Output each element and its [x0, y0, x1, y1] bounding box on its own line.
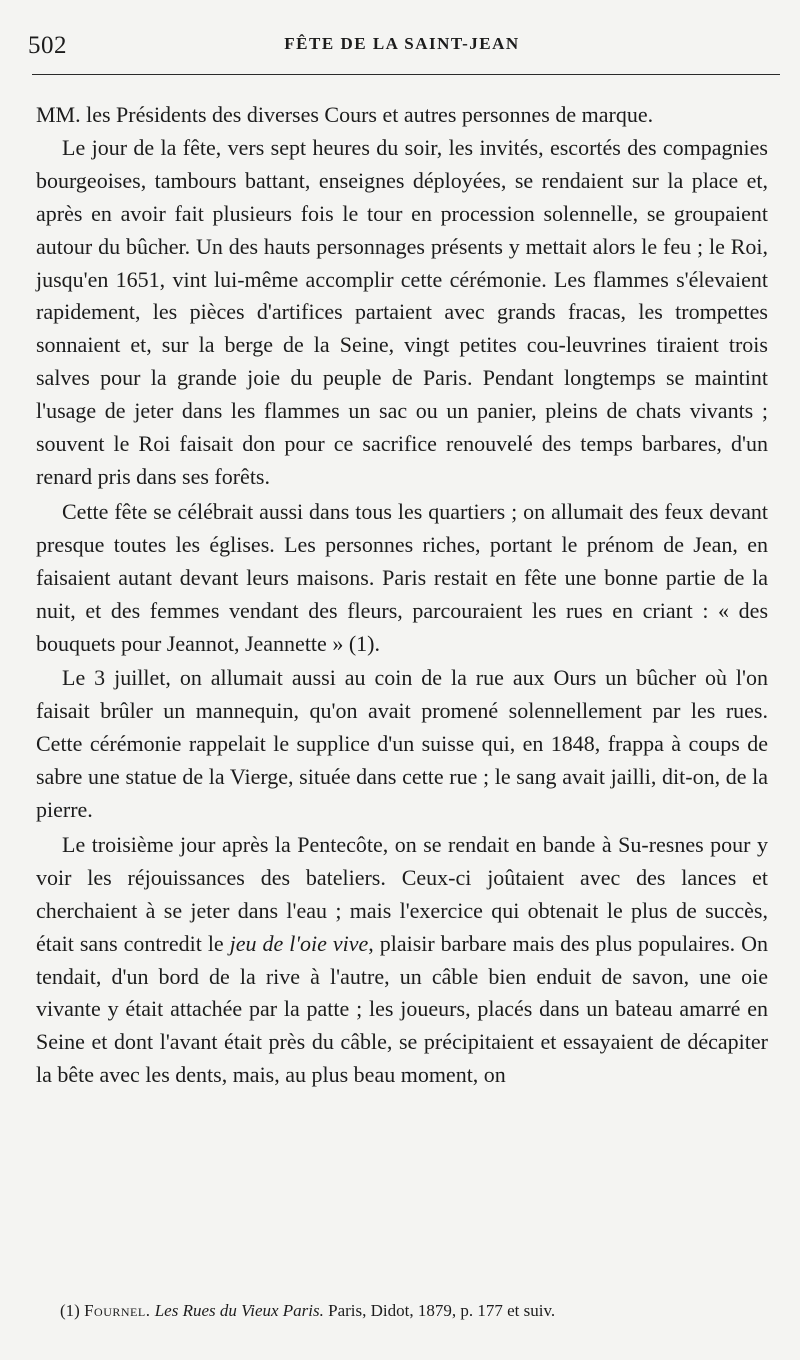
paragraph-feast-evening: Le jour de la fête, vers sept heures du soir, les invités, escortés des compagnies bourgeoises, tambours battant, enseignes déployées, se rendaient sur la place et, après en avoir fait plusieurs fois le tour en procession solennelle, se groupaient autour du bûcher. Un des hauts personnages présents y mettait alors le feu ; le Roi, jusqu'en 1651, vint lui-même accomplir cette cérémonie. Les flammes s'élevaient rapidement, les pièces d'artifices partaient avec grands fracas, les trompettes sonnaient et, sur la berge de la Seine, vingt petites cou-leuvrines tiraient trois salves pour la grande joie du peuple de Paris. Pendant longtemps se maintint l'usage de jeter dans les flammes un sac ou un panier, pleins de chats vivants ; souvent le Roi faisait don pour ce sacrifice renouvelé des temps barbares, d'un renard pris dans ses forêts. — [36, 134, 768, 489]
paragraph-pentecost-start: Le troisième jour après la Pentecôte, on se rendait en bande à Su-resnes pour y voir les réjouissances des bateliers. Ceux-ci joûtaient avec des lances et cherchaient à se jeter dans l'eau ; mais l'exercice qui obtenait le plus de succès, était sans contredit le — [36, 831, 768, 956]
paragraph-continued: MM. les Présidents des diverses Cours et autres personnes de marque. — [36, 102, 654, 127]
footnote — [60, 1300, 768, 1322]
jeu-de-l-oie-vive: jeu de l'oie vive — [229, 930, 369, 956]
footnote-title: Les Rues du Vieux Paris. — [154, 1301, 324, 1320]
body-text — [36, 99, 768, 1092]
book-page — [28, 28, 769, 1338]
running-head — [28, 28, 768, 68]
header-rule — [32, 74, 780, 75]
footnote-reference: Paris, Didot, 1879, p. 177 et suiv. — [328, 1301, 556, 1320]
paragraph-pentecost-end: , plaisir barbare mais des plus populaires. On tendait, d'un bord de la rive à l'autre, un câble bien enduit de savon, une oie vivante y était attachée par la patte ; les joueurs, placés dans un bateau amarré en Seine et dont l'avant était près du câble, se précipitaient et essayaient de décapiter la bête avec les dents, mais, au plus beau moment, on — [36, 930, 769, 1088]
paragraph-quarters: Cette fête se célébrait aussi dans tous les quartiers ; on allumait des feux devant presque toutes les églises. Les personnes riches, portant le prénom de Jean, en faisaient autant devant leurs maisons. Paris restait en fête une bonne partie de la nuit, et des femmes vendant des fleurs, parcouraient les rues en criant : « des bouquets pour Jeannot, Jeannette » (1). — [36, 498, 768, 656]
footnote-author: Fournel. — [84, 1301, 151, 1320]
running-title: FÊTE DE LA SAINT-JEAN — [284, 34, 520, 53]
paragraph-july-3: Le 3 juillet, on allumait aussi au coin de la rue aux Ours un bûcher où l'on faisait brûler un mannequin, qu'on avait promené solennellement par les rues. Cette cérémonie rappelait le supplice d'un suisse qui, en 1848, frappa à coups de sabre une statue de la Vierge, située dans cette rue ; le sang avait jailli, dit-on, de la pierre. — [36, 665, 768, 823]
page-number: 502 — [28, 32, 67, 59]
footnote-marker: (1) — [60, 1301, 80, 1320]
paragraph-pentecost — [36, 829, 768, 1092]
